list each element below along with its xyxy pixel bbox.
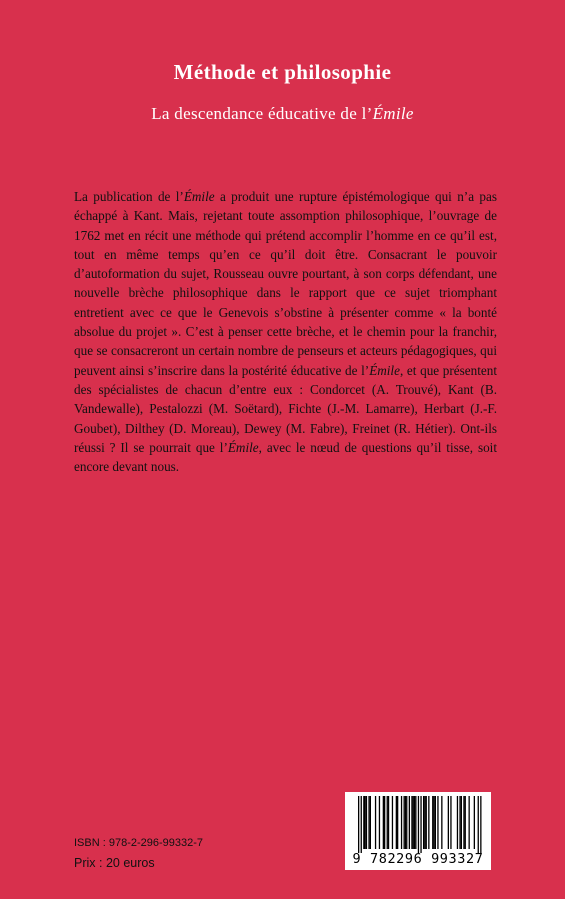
subtitle-emphasis: Émile	[372, 104, 414, 123]
barcode-bar	[424, 796, 425, 849]
barcode-bar	[405, 796, 406, 849]
barcode-guard-bar	[418, 796, 419, 853]
blurb-text: , avec le nœud de questions qu’il tisse, soit encore devant nous.	[74, 439, 497, 475]
blurb-emphasis: Émile	[227, 439, 259, 455]
barcode-bar	[375, 796, 376, 849]
barcode-bar	[387, 796, 388, 849]
book-subtitle	[0, 104, 565, 124]
blurb-text: a produit une rupture épistémologique qui n’a pas échappé à Kant. Mais, rejetant toute assomption philosophique, l’ouvrage de 1762 met en récit une méthode qui prétend accomplir l’homme en ce qu’il est, tout en même temps qu’en ce qu’il doit être. Consacrant le pouvoir d’autoformation du sujet, Rousseau ouvre pourtant, à son corps défendant, une nouvelle brèche philosophique dans le rapport que ce sujet triomphant entretient avec ce que le Genevois s’obstine à présenter comme « la bonté absolue du projet ». C’est à penser cette brèche, et le chemin pour la franchir, que se consacreront un certain nombre de penseurs et acteurs pédagogiques, qui peuvent ainsi s’inscrire dans la postérité éducative de l’	[74, 189, 497, 378]
barcode-bar	[383, 796, 384, 849]
barcode-bar	[409, 796, 410, 849]
subtitle-text: La descendance éducative de l’	[151, 104, 373, 123]
barcode-bar	[384, 796, 385, 849]
barcode-bar	[450, 796, 451, 849]
barcode-bar	[404, 796, 405, 849]
barcode-bar	[406, 796, 407, 849]
barcode-bar	[433, 796, 434, 849]
barcode-bar	[396, 796, 397, 849]
barcode-bar	[392, 796, 393, 849]
barcode-bar	[363, 796, 364, 849]
barcode-bar	[465, 796, 466, 849]
barcode-bar	[413, 796, 414, 849]
barcode-bar	[415, 796, 416, 849]
barcode-bar	[428, 796, 429, 849]
barcode-bar	[437, 796, 438, 849]
barcode-bar	[426, 796, 427, 849]
price-label: Prix : 20 euros	[74, 856, 155, 870]
barcode-guard-bar	[361, 796, 362, 853]
barcode	[345, 792, 491, 870]
barcode-bar	[457, 796, 458, 849]
barcode-bar	[461, 796, 462, 849]
barcode-bar	[435, 796, 436, 849]
barcode-guard-bar	[358, 796, 359, 853]
barcode-bar	[459, 796, 460, 849]
blurb-text: La publication de l’	[74, 189, 184, 204]
barcode-bar	[397, 796, 398, 849]
barcode-bar	[432, 796, 433, 849]
blurb-emphasis: Émile	[369, 362, 400, 378]
barcode-bar	[366, 796, 367, 849]
barcode-bars	[345, 792, 491, 854]
barcode-bar	[411, 796, 412, 849]
barcode-guard-bar	[420, 796, 421, 853]
barcode-bar	[388, 796, 389, 849]
barcode-bar	[448, 796, 449, 849]
barcode-guard-bar	[480, 796, 481, 853]
barcode-bar	[474, 796, 475, 849]
barcode-bar	[401, 796, 402, 849]
book-title: Méthode et philosophie	[173, 60, 392, 84]
barcode-bar	[423, 796, 424, 849]
barcode-guard-bar	[478, 796, 479, 853]
barcode-bar	[379, 796, 380, 849]
barcode-digits: 9 782296 993327	[352, 851, 484, 867]
barcode-bar	[469, 796, 470, 849]
back-cover-blurb	[74, 187, 497, 476]
blurb-text: , et que présentent des spécialistes de chacun d’entre eux : Condorcet (A. Trouvé), Kant (B. Vandewalle), Pestalozzi (M. Soëtard), Fichte (J.-M. Lamarre), Herbart (J.-F. Goubet), Dilthey (D. Moreau), Dewey (M. Fabre), Freinet (R. Hétier). Ont-ils réussi ? Il se pourrait que l’	[74, 362, 497, 455]
isbn-label: ISBN : 978-2-296-99332-7	[74, 837, 204, 849]
barcode-bar	[368, 796, 369, 849]
barcode-bar	[414, 796, 415, 849]
barcode-bar	[365, 796, 366, 849]
barcode-bar	[441, 796, 442, 849]
blurb-emphasis: Émile	[183, 189, 215, 204]
barcode-bar	[370, 796, 371, 849]
barcode-bar	[463, 796, 464, 849]
